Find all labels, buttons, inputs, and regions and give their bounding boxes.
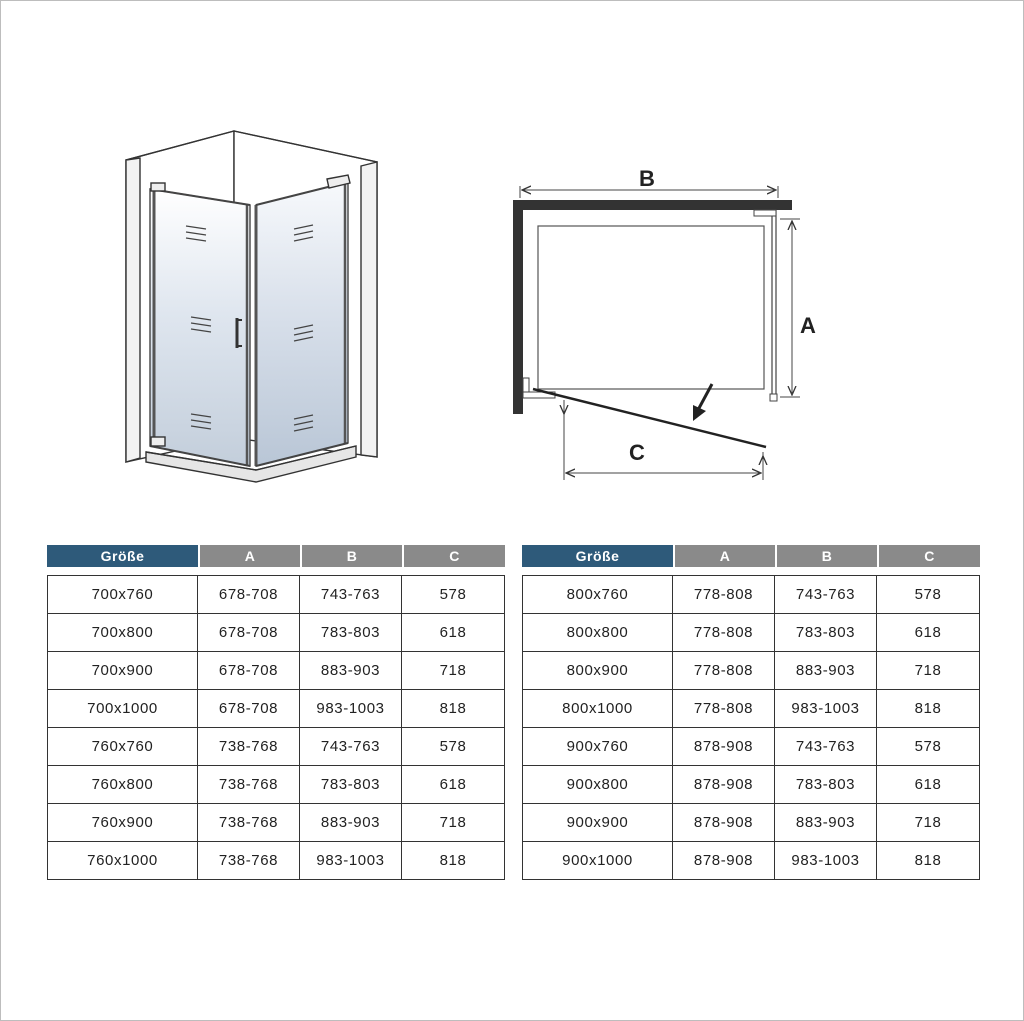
table-cell: 578	[402, 728, 505, 766]
table-cell: 678-708	[198, 690, 300, 728]
header-gap	[522, 567, 980, 575]
table-cell: 700x800	[47, 614, 198, 652]
table-cell: 883-903	[775, 804, 877, 842]
table-cell: 900x760	[522, 728, 673, 766]
table-cell: 800x900	[522, 652, 673, 690]
table-cell: 700x900	[47, 652, 198, 690]
table-row	[47, 804, 505, 842]
shower-3d-view	[126, 131, 377, 482]
table-row	[47, 652, 505, 690]
table-row	[47, 614, 505, 652]
table-row	[47, 766, 505, 804]
table-cell: 738-768	[198, 728, 300, 766]
table-row	[47, 842, 505, 880]
header-gap-cell	[47, 567, 505, 575]
top-view-drawing	[513, 166, 816, 480]
dimension-b-label: B	[639, 166, 655, 191]
table-cell: 778-808	[673, 690, 775, 728]
table-row	[522, 614, 980, 652]
header-a: A	[198, 545, 300, 567]
table-cell: 818	[402, 690, 505, 728]
table-cell: 983-1003	[300, 842, 402, 880]
wall-top	[513, 200, 792, 210]
header-b: B	[775, 545, 877, 567]
header-b: B	[300, 545, 402, 567]
table-row	[522, 766, 980, 804]
table-cell: 783-803	[775, 614, 877, 652]
table-cell: 738-768	[198, 842, 300, 880]
table-cell: 778-808	[673, 614, 775, 652]
table-cell: 878-908	[673, 728, 775, 766]
table-cell: 578	[877, 728, 980, 766]
table-cell: 700x760	[47, 575, 198, 614]
table-cell: 760x760	[47, 728, 198, 766]
table-cell: 783-803	[775, 766, 877, 804]
header-a: A	[673, 545, 775, 567]
table-cell: 700x1000	[47, 690, 198, 728]
table-cell: 778-808	[673, 575, 775, 614]
table-cell: 678-708	[198, 652, 300, 690]
table-cell: 678-708	[198, 575, 300, 614]
header-size: Größe	[47, 545, 198, 567]
table-cell: 883-903	[775, 652, 877, 690]
table-cell: 818	[877, 690, 980, 728]
table-cell: 718	[402, 804, 505, 842]
table-cell: 678-708	[198, 614, 300, 652]
table-cell: 878-908	[673, 842, 775, 880]
tray-outline	[538, 226, 764, 389]
table-cell: 618	[402, 614, 505, 652]
table-cell: 718	[877, 652, 980, 690]
table-row	[522, 842, 980, 880]
table-cell: 818	[402, 842, 505, 880]
header-c: C	[402, 545, 505, 567]
table-cell: 778-808	[673, 652, 775, 690]
table-cell: 578	[402, 575, 505, 614]
table-row	[522, 804, 980, 842]
table-cell: 743-763	[300, 575, 402, 614]
table-cell: 618	[877, 614, 980, 652]
table-cell: 760x900	[47, 804, 198, 842]
dimension-c-label: C	[629, 440, 645, 465]
table-cell: 783-803	[300, 766, 402, 804]
table-header	[47, 545, 505, 567]
table-row	[522, 575, 980, 614]
table-cell: 900x800	[522, 766, 673, 804]
table-header	[522, 545, 980, 567]
table-row	[47, 575, 505, 614]
door-swing-line	[533, 389, 766, 447]
size-table-right	[522, 545, 980, 880]
table-row	[522, 652, 980, 690]
table-row	[47, 728, 505, 766]
table-cell: 578	[877, 575, 980, 614]
table-cell: 983-1003	[300, 690, 402, 728]
table-cell: 883-903	[300, 804, 402, 842]
table-cell: 760x1000	[47, 842, 198, 880]
dimension-a-label: A	[800, 313, 816, 338]
table-cell: 743-763	[775, 728, 877, 766]
table-cell: 878-908	[673, 804, 775, 842]
header-c: C	[877, 545, 980, 567]
side-panel	[256, 175, 350, 466]
header-gap-cell	[522, 567, 980, 575]
table-cell: 800x1000	[522, 690, 673, 728]
table-cell: 900x1000	[522, 842, 673, 880]
table-cell: 738-768	[198, 804, 300, 842]
table-cell: 800x760	[522, 575, 673, 614]
table-cell: 743-763	[300, 728, 402, 766]
header-size: Größe	[522, 545, 673, 567]
open-direction-arrow-icon	[698, 384, 712, 410]
table-cell: 743-763	[775, 575, 877, 614]
table-row	[522, 728, 980, 766]
table-cell: 783-803	[300, 614, 402, 652]
header-gap	[47, 567, 505, 575]
table-cell: 718	[877, 804, 980, 842]
table-cell: 718	[402, 652, 505, 690]
table-cell: 883-903	[300, 652, 402, 690]
table-cell: 738-768	[198, 766, 300, 804]
table-cell: 618	[402, 766, 505, 804]
table-cell: 760x800	[47, 766, 198, 804]
pivot-door-panel	[150, 183, 250, 466]
size-table-left	[47, 545, 505, 880]
table-cell: 983-1003	[775, 690, 877, 728]
table-row	[522, 690, 980, 728]
table-cell: 878-908	[673, 766, 775, 804]
table-cell: 800x800	[522, 614, 673, 652]
wall-left	[513, 200, 523, 414]
table-cell: 983-1003	[775, 842, 877, 880]
table-row	[47, 690, 505, 728]
table-cell: 900x900	[522, 804, 673, 842]
side-glass	[772, 210, 776, 396]
table-cell: 818	[877, 842, 980, 880]
table-cell: 618	[877, 766, 980, 804]
